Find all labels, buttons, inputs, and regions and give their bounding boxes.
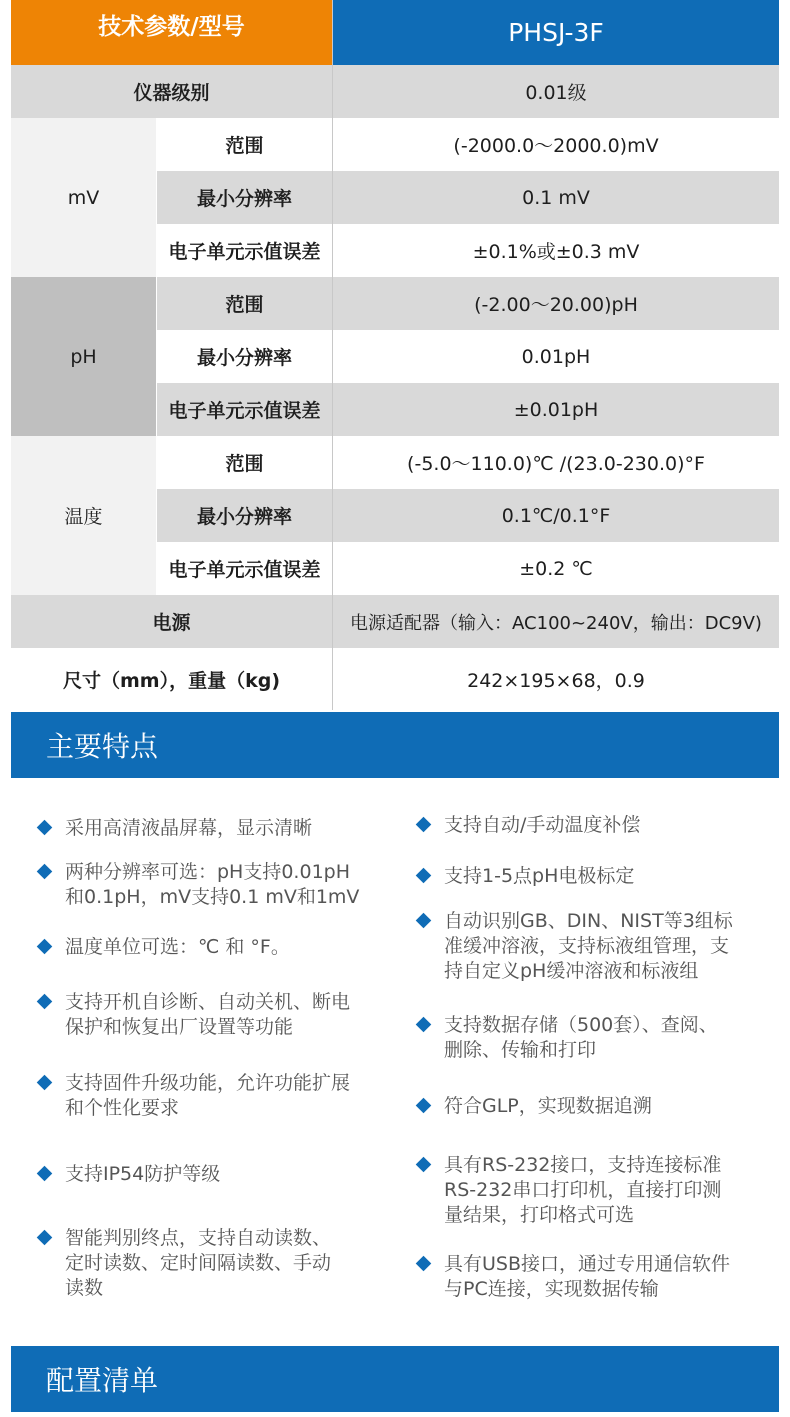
mv-range-label: 范围 bbox=[157, 118, 332, 171]
mv-error-label: 电子单元示值误差 bbox=[157, 224, 332, 277]
features-header bbox=[11, 712, 779, 778]
mv-resolution-label: 最小分辨率 bbox=[157, 171, 332, 224]
diamond-bullet-icon bbox=[416, 913, 432, 929]
size-label: 尺寸（mm），重量（kg) bbox=[11, 648, 332, 710]
diamond-bullet-icon bbox=[416, 817, 432, 833]
group-mv: mV bbox=[11, 118, 156, 277]
group-ph: pH bbox=[11, 277, 156, 436]
ph-resolution-value: 0.01pH bbox=[333, 330, 779, 383]
ph-error-value: ±0.01pH bbox=[333, 383, 779, 436]
feature-text: 与PC连接，实现数据传输 bbox=[444, 1278, 659, 1300]
temp-resolution-label: 最小分辨率 bbox=[157, 489, 332, 542]
feature-text: 支持自动/手动温度补偿 bbox=[444, 814, 641, 836]
feature-text: 具有RS-232接口，支持连接标准 bbox=[444, 1154, 722, 1176]
feature-text: 支持IP54防护等级 bbox=[65, 1163, 221, 1185]
feature-text: 两种分辨率可选：pH支持0.01pH bbox=[65, 861, 351, 883]
power-label: 电源 bbox=[11, 595, 332, 648]
mv-resolution-value: 0.1 mV bbox=[333, 171, 779, 224]
ph-range-value: (-2.00～20.00)pH bbox=[333, 277, 779, 330]
feature-text: 支持1-5点pH电极标定 bbox=[444, 865, 635, 887]
ph-range-label: 范围 bbox=[157, 277, 332, 330]
size-value: 242×195×68，0.9 bbox=[333, 648, 779, 710]
diamond-bullet-icon bbox=[37, 994, 53, 1010]
feature-text: 支持数据存储（500套）、查阅、 bbox=[444, 1014, 718, 1036]
diamond-bullet-icon bbox=[37, 820, 53, 836]
feature-text: RS-232串口打印机，直接打印测 bbox=[444, 1179, 722, 1201]
feature-text: 智能判别终点，支持自动读数、 bbox=[65, 1227, 332, 1249]
feature-text: 采用高清液晶屏幕，显示清晰 bbox=[65, 817, 313, 839]
config-title: 配置清单 bbox=[46, 1364, 159, 1397]
temp-error-label: 电子单元示值误差 bbox=[157, 542, 332, 595]
mv-range-value: (-2000.0～2000.0)mV bbox=[333, 118, 779, 171]
temp-range-label: 范围 bbox=[157, 436, 332, 489]
diamond-bullet-icon bbox=[416, 1157, 432, 1173]
diamond-bullet-icon bbox=[37, 1166, 53, 1182]
feature-text: 删除、传输和打印 bbox=[444, 1039, 597, 1061]
features-title: 主要特点 bbox=[46, 730, 159, 763]
feature-text: 量结果，打印格式可选 bbox=[444, 1204, 635, 1226]
diamond-bullet-icon bbox=[37, 939, 53, 955]
config-header bbox=[11, 1346, 779, 1412]
table-header-left: 技术参数/型号 bbox=[11, 0, 332, 65]
power-value: 电源适配器（输入：AC100~240V，输出：DC9V) bbox=[333, 595, 779, 648]
diamond-bullet-icon bbox=[416, 1256, 432, 1272]
group-temperature: 温度 bbox=[11, 436, 156, 595]
feature-text: 和个性化要求 bbox=[65, 1097, 180, 1119]
feature-text: 支持开机自诊断、自动关机、断电 bbox=[65, 991, 351, 1013]
feature-text: 和0.1pH，mV支持0.1 mV和1mV bbox=[65, 886, 360, 908]
diamond-bullet-icon bbox=[37, 864, 53, 880]
column-divider bbox=[332, 0, 333, 710]
feature-text: 具有USB接口，通过专用通信软件 bbox=[444, 1253, 731, 1275]
level-value: 0.01级 bbox=[333, 65, 779, 118]
level-label: 仪器级别 bbox=[11, 65, 332, 118]
feature-text: 持自定义pH缓冲溶液和标液组 bbox=[444, 960, 699, 982]
ph-error-label: 电子单元示值误差 bbox=[157, 383, 332, 436]
temp-resolution-value: 0.1℃/0.1°F bbox=[333, 489, 779, 542]
diamond-bullet-icon bbox=[416, 1098, 432, 1114]
diamond-bullet-icon bbox=[37, 1075, 53, 1091]
feature-text: 支持固件升级功能，允许功能扩展 bbox=[65, 1072, 351, 1094]
feature-text: 准缓冲溶液，支持标液组管理，支 bbox=[444, 935, 730, 957]
feature-text: 自动识别GB、DIN、NIST等3组标 bbox=[444, 910, 733, 932]
diamond-bullet-icon bbox=[37, 1230, 53, 1246]
ph-resolution-label: 最小分辨率 bbox=[157, 330, 332, 383]
temp-error-value: ±0.2 ℃ bbox=[333, 542, 779, 595]
diamond-bullet-icon bbox=[416, 1017, 432, 1033]
table-header-model: PHSJ-3F bbox=[333, 0, 779, 65]
temp-range-value: (-5.0～110.0)℃ /(23.0-230.0)°F bbox=[333, 436, 779, 489]
feature-text: 保护和恢复出厂设置等功能 bbox=[65, 1016, 294, 1038]
diamond-bullet-icon bbox=[416, 868, 432, 884]
mv-error-value: ±0.1%或±0.3 mV bbox=[333, 224, 779, 277]
feature-text: 温度单位可选：℃ 和 °F。 bbox=[65, 936, 290, 958]
feature-text: 读数 bbox=[65, 1277, 104, 1299]
feature-text: 定时读数、定时间隔读数、手动 bbox=[65, 1252, 332, 1274]
feature-text: 符合GLP，实现数据追溯 bbox=[444, 1095, 652, 1117]
